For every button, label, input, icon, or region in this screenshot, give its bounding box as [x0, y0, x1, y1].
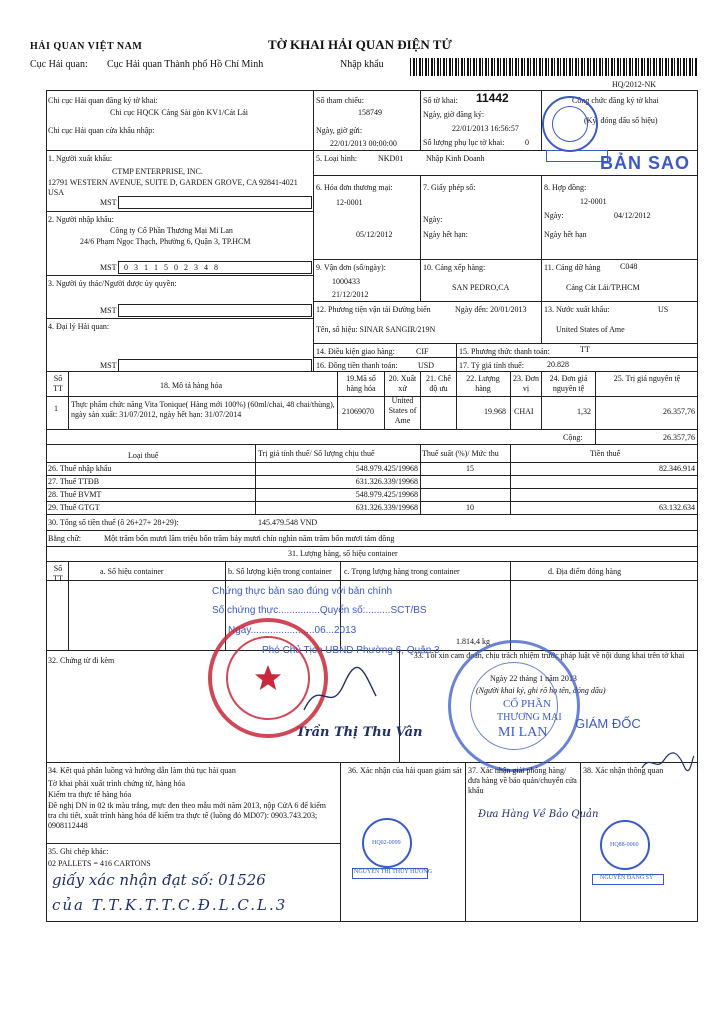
tax-rate-vat: 10 [466, 503, 474, 512]
broker-label: 4. Đại lý Hải quan: [48, 322, 110, 331]
signature-icon [300, 666, 380, 722]
f6-date: 05/12/2012 [356, 230, 393, 239]
f14-label: 14. Điều kiện giao hàng: [316, 347, 395, 356]
f34-line-2: Kiểm tra thực tế hàng hóa [48, 790, 132, 799]
declaration-type: Nhập khẩu [340, 59, 384, 70]
container-title: 31. Lượng hàng, số hiệu container [288, 549, 398, 558]
stamp-code-38: HQ88-0060 [610, 842, 639, 848]
reg-value: 22/01/2013 16:56:57 [452, 124, 519, 133]
goods-h-desc: 18. Mô tả hàng hóa [160, 381, 222, 390]
f33-label: 33. Tôi xin cam đoan, chịu trách nhiệm trước pháp luật về nội dung khai trên tờ khai [413, 651, 685, 660]
f34-label: 34. Kết quả phân luồng và hướng dẫn làm thủ tục hải quan [48, 766, 236, 775]
star-icon [254, 664, 282, 692]
container-total-weight: 1.814,4 kg [456, 637, 490, 646]
stamp-code-36: HQ02-0099 [372, 840, 401, 846]
tax-base-env: 548.979.425/19968 [355, 490, 418, 499]
goods-row-qty: 19.968 [484, 407, 506, 416]
f35-label: 35. Ghi chép khác: [48, 847, 109, 856]
importer-label: 2. Người nhập khẩu: [48, 215, 114, 224]
customs-stamp-top-inner [552, 106, 588, 142]
f35-value: 02 PALLETS = 416 CARTONS [48, 859, 151, 868]
goods-h-price: 24. Đơn giá nguyên tệ [549, 374, 588, 393]
tax-h-rate: Thuế suất (%)/ Mức thu [422, 449, 499, 458]
tax-total-label: 30. Tổng số tiền thuế (ô 26+27+ 28+29): [48, 518, 179, 527]
ref-label: Số tham chiếu: [316, 96, 364, 105]
dept-label: Cục Hải quan: [30, 59, 88, 70]
exporter-mst-box [118, 196, 312, 209]
appendix-value: 0 [525, 138, 529, 147]
goods-h-hs: 19.Mã số hàng hóa [346, 374, 376, 393]
f38-label: 38. Xác nhận thông quan [583, 766, 664, 775]
f34-line-3: Đề nghị DN in 02 tk màu trắng, mực đen theo mẫu mới năm 2013, nộp CửA 6 để kiểm tra chi tiết, xuất trình hàng hóa để kiểm tra thực tế (luồng đỏ MD07): 0903.743.203; 0908112448 [48, 801, 326, 830]
entry-branch-label: Chi cục Hải quan cửa khẩu nhập: [48, 126, 155, 135]
f7-expiry: Ngày hết hạn: [423, 230, 468, 239]
f9-date: 21/12/2012 [332, 290, 369, 299]
barcode [410, 58, 698, 76]
f12-date: Ngày đến: 20/01/2013 [455, 305, 527, 314]
f9-number: 1000433 [332, 277, 360, 286]
goods-row-unit: CHAI [514, 407, 534, 416]
f10-value: SAN PEDRO,CA [452, 283, 510, 292]
goods-row-price: 1,32 [577, 407, 591, 416]
officer-name-38: NGUYỄN ĐĂNG SỸ [600, 875, 654, 881]
f11-label: 11. Cảng dỡ hàng [544, 263, 601, 272]
f5-value: Nhập Kinh Doanh [426, 154, 485, 163]
tax-amount-vat: 63.132.634 [659, 503, 695, 512]
f37-label: 37. Xác nhận giải phóng hàng/đưa hàng về bảo quản/chuyển cửa khẩu [468, 766, 577, 795]
goods-h-pref: 21. Chế độ ưu [426, 374, 451, 393]
tax-rate-import: 15 [466, 464, 474, 473]
cert-line-3: Ngày.......................06...2013 [228, 625, 357, 636]
officer-note: (Ký, đóng dấu số hiệu) [584, 116, 658, 125]
container-h-no: Số TT [53, 564, 63, 583]
f33-note: (Người khai ký, ghi rõ họ tên, đóng dấu) [476, 686, 606, 695]
decl-label: Số tờ khai: [423, 96, 458, 105]
tax-name-special: 27. Thuế TTĐB [48, 477, 100, 486]
dept-value: Cục Hải quan Thành phố Hồ Chí Minh [107, 59, 264, 70]
exporter-label: 1. Người xuất khẩu: [48, 154, 113, 163]
cert-signer: Trần Thị Thu Vân [296, 725, 423, 740]
f8-number: 12-0001 [580, 197, 607, 206]
goods-h-value: 25. Trị giá nguyên tệ [613, 374, 681, 383]
exporter-address: 12791 WESTERN AVENUE, SUITE D, GARDEN GROVE, CA 92841-4021 USA [48, 178, 298, 197]
f9-label: 9. Vận đơn (số/ngày): [316, 263, 386, 272]
company-stamp-line1: CỔ PHẦN [503, 698, 551, 710]
sent-value: 22/01/2013 00:00:00 [330, 139, 397, 148]
tax-base-import: 548.979.425/19968 [355, 464, 418, 473]
sent-label: Ngày, giờ gửi: [316, 126, 363, 135]
goods-total-value: 26.357,76 [663, 433, 695, 442]
officer-name-36: NGUYỄN THỊ THÙY HƯƠNG [354, 869, 433, 875]
tax-amount-import: 82.346.914 [659, 464, 695, 473]
goods-row-desc: Thực phẩm chức năng Vita Tonique( Hàng mới 100%) (60ml/chai, 48 chai/thùng), ngày sản xuất: 31/07/2012, ngày hết hạn: 31/07/2014 [71, 400, 335, 419]
handwritten-note-1: giấy xác nhận đạt số: 01526 [52, 871, 266, 889]
exporter-mst-label: MST [100, 198, 117, 207]
f8-expiry: Ngày hết hạn [544, 230, 587, 239]
form-code: HQ/2012-NK [612, 80, 656, 89]
container-h-c: c. Trọng lượng hàng trong container [344, 567, 460, 576]
tax-h-type: Loại thuế [128, 451, 159, 460]
f32-label: 32. Chứng từ đi kèm [48, 656, 115, 665]
company-stamp-line2: THƯƠNG MẠI [497, 712, 562, 723]
cert-line-2: Số chứng thực...............Quyển số:.........SCT/BS [212, 605, 427, 616]
f7-label: 7. Giấy phép số: [423, 183, 476, 192]
f10-label: 10. Cảng xếp hàng: [423, 263, 486, 272]
f17-value: 20.828 [547, 360, 569, 369]
f12-vessel: Tên, số hiệu: SINAR SANGIR/219N [316, 325, 436, 334]
ref-value: 158749 [358, 108, 382, 117]
cert-line-1: Chứng thực bản sao đúng với bản chính [212, 586, 393, 597]
form-title: TỜ KHAI HẢI QUAN ĐIỆN TỬ [268, 37, 452, 52]
goods-row-hs: 21069070 [342, 407, 374, 416]
f11-code: C048 [620, 262, 638, 271]
agent-mst-label: MST [100, 306, 117, 315]
f6-label: 6. Hóa đơn thương mại: [316, 183, 393, 192]
copy-mark: BẢN SAO [600, 153, 691, 173]
officer-label: Công chức đăng ký tờ khai [572, 96, 659, 105]
tax-words-value: Một trăm bốn mươi lăm triệu bốn trăm bảy mươi chín nghìn năm trăm bốn mươi tám đồng [104, 534, 395, 543]
branch-label: Chi cục Hải quan đăng ký tờ khai: [48, 96, 158, 105]
f33-date: Ngày 22 tháng 1 năm 2013 [490, 674, 577, 683]
handwritten-note-2: của T.T.K.T.T.C.Đ.L.C.L.3 [52, 896, 288, 914]
goods-row-value: 26.357,76 [663, 407, 695, 416]
tax-words-label: Bằng chữ: [48, 534, 81, 543]
f8-date-label: Ngày: [544, 211, 564, 220]
container-h-a: a. Số hiệu container [100, 567, 164, 576]
goods-total-label: Cộng: [563, 433, 583, 442]
goods-row-origin: United States of Ame [388, 396, 417, 425]
f5-code: NKD01 [378, 154, 404, 163]
tax-name-import: 26. Thuế nhập khẩu [48, 464, 112, 473]
f13-label: 13. Nước xuất khẩu: [544, 305, 610, 314]
f8-label: 8. Hợp đồng: [544, 183, 587, 192]
container-h-d: d. Địa điểm đóng hàng [548, 567, 622, 576]
appendix-label: Số lượng phụ lục tờ khai: [423, 138, 505, 147]
f14-value: CIF [416, 347, 429, 356]
goods-h-origin: 20. Xuất xứ [388, 374, 417, 393]
exporter-name: CTMP ENTERPRISE, INC. [112, 167, 203, 176]
f13-code: US [658, 305, 669, 314]
goods-h-qty: 22. Lượng hàng [466, 374, 500, 393]
tax-base-vat: 631.326.339/19968 [355, 503, 418, 512]
importer-address: 24/6 Phạm Ngọc Thạch, Phường 6, Quận 3, TP.HCM [80, 237, 251, 246]
f16-label: 16. Đồng tiền thanh toán: [316, 361, 398, 370]
goods-h-no: Số TT [53, 374, 63, 393]
f37-handwritten: Đưa Hàng Về Bảo Quản [478, 809, 599, 820]
agent-mst-box [118, 304, 312, 317]
tax-h-amount: Tiền thuế [590, 449, 621, 458]
f7-date: Ngày: [423, 215, 443, 224]
officer-name-stamp-top [546, 150, 608, 162]
branch-value: Chi cục HQCK Cảng Sài gòn KV1/Cát Lái [110, 108, 248, 117]
f5-label: 5. Loại hình: [316, 154, 358, 163]
cert-line-4: Phó Chủ Tịch UBND Phường 6, Quận 3 [262, 645, 440, 656]
company-stamp-line3: MI LAN [498, 725, 548, 740]
f8-date: 04/12/2012 [614, 211, 651, 220]
f34-line-1: Tờ khai phải xuất trình chứng từ, hàng hóa [48, 779, 186, 788]
tax-name-vat: 29. Thuế GTGT [48, 503, 100, 512]
tax-h-base: Trị giá tính thuế/ Số lượng chịu thuế [258, 449, 375, 458]
agency-name: HẢI QUAN VIỆT NAM [30, 41, 143, 52]
broker-mst-label: MST [100, 361, 117, 370]
goods-h-unit: 23. Đơn vị [512, 374, 539, 393]
tax-total-value: 145.479.548 VND [258, 518, 318, 527]
signature-icon [640, 750, 696, 774]
importer-mst-value: 0 3 1 1 5 0 2 3 4 8 [124, 263, 220, 272]
f16-value: USD [418, 361, 435, 370]
f13-value: United States of Ame [556, 325, 625, 334]
reg-label: Ngày, giờ đăng ký: [423, 110, 485, 119]
f36-label: 36. Xác nhận của hải quan giám sát [348, 766, 462, 775]
importer-name: Công ty Cổ Phần Thương Mại Mi Lan [110, 226, 233, 235]
agent-label: 3. Người ủy thác/Người được ủy quyền: [48, 279, 177, 288]
tax-base-special: 631.326.339/19968 [355, 477, 418, 486]
importer-mst-label: MST [100, 263, 117, 272]
f15-label: 15. Phương thức thanh toán: [459, 347, 550, 356]
goods-row-no: 1 [54, 404, 58, 413]
f6-number: 12-0001 [336, 198, 363, 207]
tax-name-env: 28. Thuế BVMT [48, 490, 102, 499]
f11-value: Cảng Cát Lái/TP.HCM [566, 283, 640, 292]
company-round-stamp-inner [470, 662, 558, 750]
decl-number: 11442 [476, 91, 509, 105]
director-title: GIÁM ĐỐC [575, 716, 641, 731]
f15-value: TT [580, 345, 590, 354]
f12-label: 12. Phương tiện vận tải Đường biển [316, 305, 431, 314]
f17-label: 17. Tỷ giá tính thuế: [459, 361, 524, 370]
container-h-b: b. Số lượng kiện trong container [228, 567, 332, 576]
